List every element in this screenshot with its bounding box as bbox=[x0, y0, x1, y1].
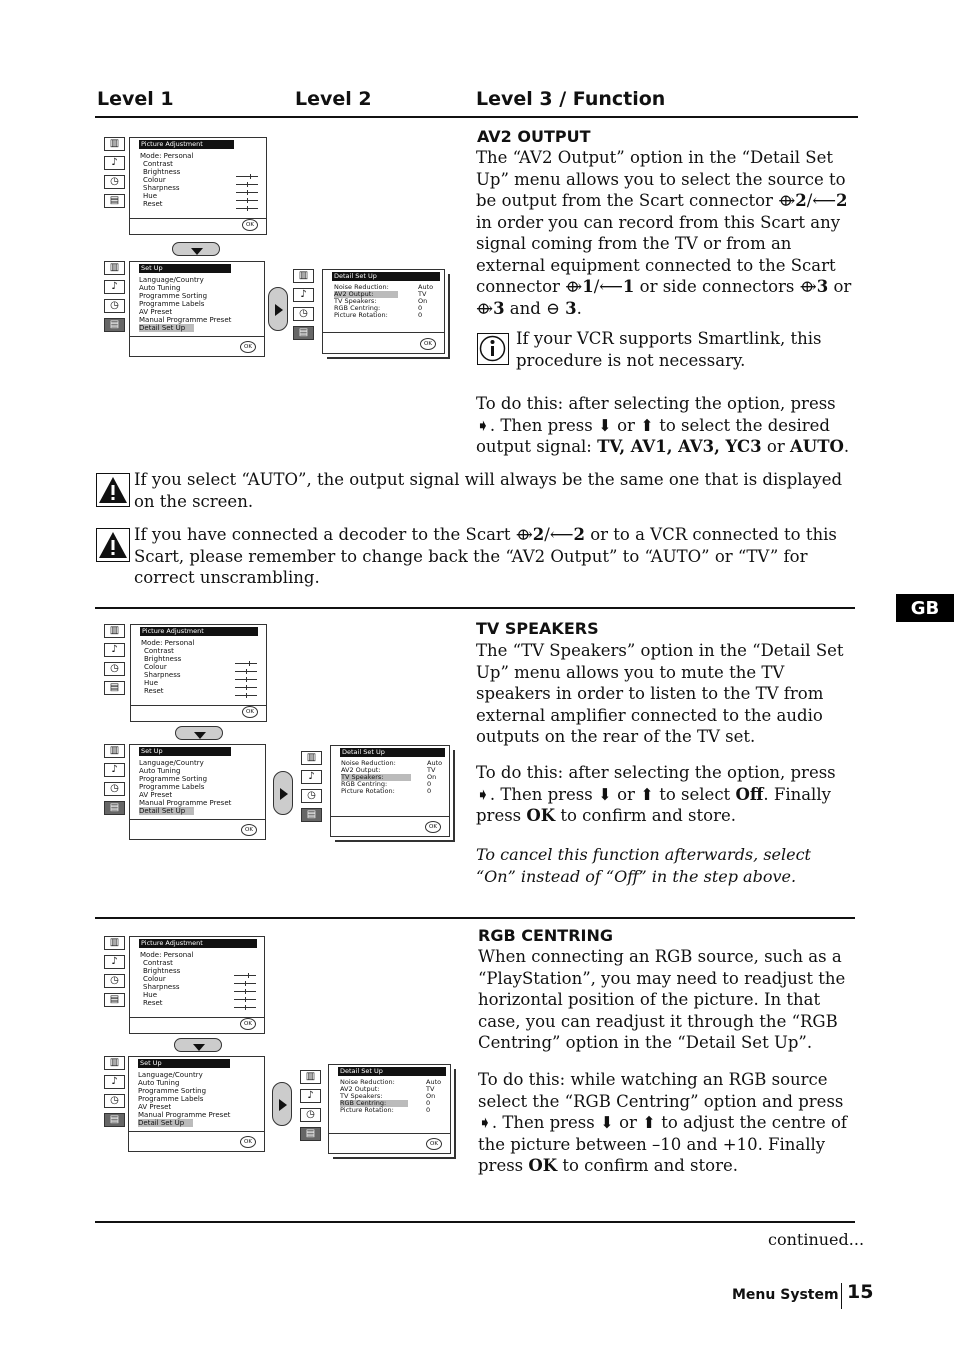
menu-icon-column bbox=[104, 744, 126, 820]
ok-icon: OK bbox=[240, 1018, 256, 1030]
header-level-3: Level 3 / Function bbox=[476, 88, 666, 110]
down-arrow-button-icon bbox=[174, 1038, 222, 1052]
scart-in-icon: ⟴ bbox=[778, 191, 796, 210]
slider bbox=[235, 679, 257, 680]
setup-menu bbox=[128, 1056, 265, 1152]
timer-icon: ◷ bbox=[300, 1108, 321, 1122]
menu-items: Mode: Personal Contrast Brightness Colour Sharpness Hue Reset bbox=[140, 951, 194, 1007]
rgb-instructions: To do this: while watching an RGB source select the “RGB Centring” option and press ➧. Then press ⬇ or ⬆ to adjust the centre of the picture between –10 and +10. Finally press OK to confirm and store. bbox=[478, 1070, 847, 1175]
menu-title: Detail Set Up bbox=[332, 272, 440, 281]
av2-diagram bbox=[95, 130, 455, 360]
right-arrow-button-icon bbox=[273, 771, 293, 815]
menu-icon-column bbox=[104, 624, 126, 700]
warning-auto-text: If you select “AUTO”, the output signal will always be the same one that is displayed on the screen. bbox=[134, 470, 843, 511]
timer-icon: ◷ bbox=[293, 307, 314, 321]
sound-icon: ♪ bbox=[104, 643, 125, 657]
menu-title: Picture Adjustment bbox=[139, 140, 234, 149]
video-in-icon: ⟴ bbox=[476, 298, 494, 318]
slider bbox=[235, 671, 257, 672]
setup-icon: ▤ bbox=[104, 1113, 125, 1127]
slider bbox=[235, 687, 257, 688]
menu-items: Mode: Personal Contrast Brightness Colour Sharpness Hue Reset bbox=[140, 152, 194, 208]
rgb-diagram bbox=[95, 928, 457, 1163]
rgb-text: When connecting an RGB source, such as a “PlayStation”, you may need to readjust the horizontal position of the picture. In that case, you can readjust it through the “RGB Centring” option in the “Detail Set Up”. bbox=[478, 947, 846, 1052]
footer-section: Menu System bbox=[732, 1287, 839, 1303]
speakers-cancel-note: To cancel this function afterwards, select “On” instead of “Off” in the step above. bbox=[476, 845, 811, 886]
detail-menu: Detail Set Up Noise Reduction: AV2 Output: TV Speakers: RGB Centring: Picture Rotation: Auto TV On 0 0 OK bbox=[328, 1064, 451, 1154]
setup-menu bbox=[129, 261, 265, 357]
setup-icon: ▤ bbox=[104, 194, 125, 208]
ok-icon: OK bbox=[426, 1138, 442, 1150]
setup-icon: ▤ bbox=[293, 326, 314, 340]
timer-icon: ◷ bbox=[104, 974, 125, 988]
menu-title: Detail Set Up bbox=[340, 748, 445, 757]
ok-icon: OK bbox=[240, 341, 256, 353]
timer-icon: ◷ bbox=[104, 299, 125, 313]
info-icon bbox=[477, 333, 509, 365]
s-video-icon: ⟴ bbox=[799, 277, 817, 296]
right-arrow-icon: ➧ bbox=[476, 415, 490, 435]
slider bbox=[234, 991, 256, 992]
ok-icon: OK bbox=[241, 824, 257, 836]
menu-title: Set Up bbox=[138, 1059, 230, 1068]
detail-menu: Detail Set Up Noise Reduction: AV2 Output: TV Speakers: RGB Centring: Picture Rotation: Auto TV On 0 0 OK bbox=[322, 269, 445, 354]
setup-icon: ▤ bbox=[104, 801, 125, 815]
up-arrow-icon: ⬆ bbox=[640, 415, 654, 435]
language-tab: GB bbox=[896, 594, 954, 622]
warning-decoder-text: If you have connected a decoder to the Scart ⟴2/⟵2 or to a VCR connected to this Scart, please remember to change back the “AV2 Output” to “AUTO” or “TV” for correct unscrambling. bbox=[134, 525, 837, 587]
info-text: If your VCR supports Smartlink, this procedure is not necessary. bbox=[516, 329, 822, 370]
picture-menu bbox=[129, 137, 267, 235]
footer-divider bbox=[841, 1283, 842, 1309]
section-rule bbox=[95, 1221, 855, 1223]
slider bbox=[236, 176, 258, 177]
menu-items: Mode: Personal Contrast Brightness Colour Sharpness Hue Reset bbox=[141, 639, 195, 695]
menu-items: Language/Country Auto Tuning Programme Sorting Programme Labels AV Preset Manual Programme Preset Detail Set Up bbox=[139, 759, 232, 815]
menu-icon-column bbox=[104, 137, 126, 213]
audio-in-icon: ⊖ bbox=[546, 298, 560, 318]
picture-icon: ▥ bbox=[301, 751, 322, 765]
down-arrow-icon: ⬇ bbox=[598, 784, 612, 804]
av2-title: AV2 OUTPUT bbox=[477, 127, 591, 146]
header-rule bbox=[95, 116, 858, 118]
right-arrow-icon: ➧ bbox=[478, 1113, 492, 1132]
menu-title: Picture Adjustment bbox=[140, 627, 258, 636]
setup-icon: ▤ bbox=[301, 808, 322, 822]
warning-icon bbox=[96, 473, 130, 507]
setup-icon: ▤ bbox=[104, 681, 125, 695]
sound-icon: ♪ bbox=[104, 763, 125, 777]
right-arrow-icon: ➧ bbox=[476, 784, 490, 804]
menu-icon-column bbox=[104, 261, 126, 337]
section-rule bbox=[95, 917, 855, 919]
ok-icon: OK bbox=[240, 1136, 256, 1148]
ok-icon: OK bbox=[425, 821, 441, 833]
picture-icon: ▥ bbox=[104, 1056, 125, 1070]
sound-icon: ♪ bbox=[301, 770, 322, 784]
av2-text: The “AV2 Output” option in the “Detail Set Up” menu allows you to select the source to be output from the Scart connector ⟴2/⟵2 in order you can record from this Scart any signal coming from the TV or from an external equipment connected to the Scart connector ⟴1/⟵1 or side connectors ⟴3 or ⟴3 and ⊖ 3. bbox=[476, 148, 852, 318]
speakers-title: TV SPEAKERS bbox=[476, 619, 599, 638]
picture-icon: ▥ bbox=[293, 269, 314, 283]
menu-icon-column bbox=[104, 1056, 126, 1132]
setup-icon: ▤ bbox=[300, 1127, 321, 1141]
slider bbox=[236, 192, 258, 193]
sound-icon: ♪ bbox=[300, 1089, 321, 1103]
header-level-1: Level 1 bbox=[97, 88, 174, 110]
right-arrow-button-icon bbox=[272, 1082, 292, 1126]
setup-menu bbox=[129, 744, 266, 840]
slider bbox=[234, 999, 256, 1000]
rgb-title: RGB CENTRING bbox=[478, 926, 613, 945]
menu-items: Language/Country Auto Tuning Programme Sorting Programme Labels AV Preset Manual Programme Preset Detail Set Up bbox=[138, 1071, 231, 1127]
right-arrow-button-icon bbox=[268, 287, 288, 331]
setup-icon: ▤ bbox=[104, 993, 125, 1007]
sound-icon: ♪ bbox=[293, 288, 314, 302]
sound-icon: ♪ bbox=[104, 1075, 125, 1089]
timer-icon: ◷ bbox=[104, 662, 125, 676]
menu-title: Set Up bbox=[139, 747, 231, 756]
scart-in-icon: ⟴ bbox=[565, 277, 583, 296]
picture-icon: ▥ bbox=[104, 624, 125, 638]
menu-icon-column bbox=[293, 269, 315, 345]
timer-icon: ◷ bbox=[104, 175, 125, 189]
down-arrow-icon: ⬇ bbox=[598, 415, 612, 435]
section-rule bbox=[95, 607, 855, 609]
menu-title: Detail Set Up bbox=[338, 1067, 446, 1076]
timer-icon: ◷ bbox=[301, 789, 322, 803]
slider bbox=[236, 200, 258, 201]
picture-menu bbox=[130, 624, 267, 722]
warning-icon bbox=[96, 528, 130, 562]
ok-icon: OK bbox=[242, 706, 258, 718]
scart-out-icon: ⟵ bbox=[549, 525, 574, 544]
picture-icon: ▥ bbox=[104, 744, 125, 758]
ok-icon: OK bbox=[420, 338, 436, 350]
timer-icon: ◷ bbox=[104, 782, 125, 796]
picture-icon: ▥ bbox=[104, 936, 125, 950]
sound-icon: ♪ bbox=[104, 156, 125, 170]
scart-out-icon: ⟵ bbox=[812, 191, 836, 210]
picture-icon: ▥ bbox=[104, 261, 125, 275]
page-number: 15 bbox=[847, 1281, 874, 1303]
menu-icon-column bbox=[301, 751, 323, 827]
menu-title: Picture Adjustment bbox=[139, 939, 257, 948]
down-arrow-icon: ⬇ bbox=[600, 1113, 614, 1132]
ok-icon: OK bbox=[242, 219, 258, 231]
scart-out-icon: ⟵ bbox=[599, 277, 623, 296]
up-arrow-icon: ⬆ bbox=[642, 1113, 656, 1132]
timer-icon: ◷ bbox=[104, 1094, 125, 1108]
picture-icon: ▥ bbox=[300, 1070, 321, 1084]
sound-icon: ♪ bbox=[104, 280, 125, 294]
down-arrow-button-icon bbox=[172, 242, 220, 256]
av2-instructions: To do this: after selecting the option, press ➧. Then press ⬇ or ⬆ to select the desired output signal: TV, AV1, AV3, YC3 or AUTO. bbox=[476, 394, 850, 456]
setup-icon: ▤ bbox=[104, 318, 125, 332]
slider bbox=[235, 695, 257, 696]
slider bbox=[234, 983, 256, 984]
slider bbox=[234, 1007, 256, 1008]
menu-title: Set Up bbox=[139, 264, 231, 273]
slider bbox=[235, 663, 257, 664]
speakers-instructions: To do this: after selecting the option, press ➧. Then press ⬇ or ⬆ to select Off. Finally press OK to confirm and store. bbox=[476, 763, 836, 825]
up-arrow-icon: ⬆ bbox=[640, 784, 654, 804]
speakers-diagram bbox=[95, 617, 457, 847]
slider bbox=[234, 975, 256, 976]
down-arrow-button-icon bbox=[175, 726, 223, 740]
menu-icon-column bbox=[300, 1070, 322, 1146]
detail-menu: Detail Set Up Noise Reduction: AV2 Output: TV Speakers: RGB Centring: Picture Rotation: Auto TV On 0 0 OK bbox=[330, 745, 450, 837]
menu-items: Language/Country Auto Tuning Programme Sorting Programme Labels AV Preset Manual Programme Preset Detail Set Up bbox=[139, 276, 232, 332]
sound-icon: ♪ bbox=[104, 955, 125, 969]
scart-in-icon: ⟴ bbox=[515, 525, 533, 544]
slider bbox=[236, 208, 258, 209]
picture-menu bbox=[129, 936, 265, 1034]
speakers-text: The “TV Speakers” option in the “Detail Set Up” menu allows you to mute the TV speakers in order to listen to the TV from external amplifier connected to the audio outputs on the rear of the TV set. bbox=[476, 641, 844, 746]
header-level-2: Level 2 bbox=[295, 88, 372, 110]
slider bbox=[236, 184, 258, 185]
continued-label: continued... bbox=[768, 1230, 865, 1249]
menu-icon-column bbox=[104, 936, 126, 1012]
picture-icon: ▥ bbox=[104, 137, 125, 151]
